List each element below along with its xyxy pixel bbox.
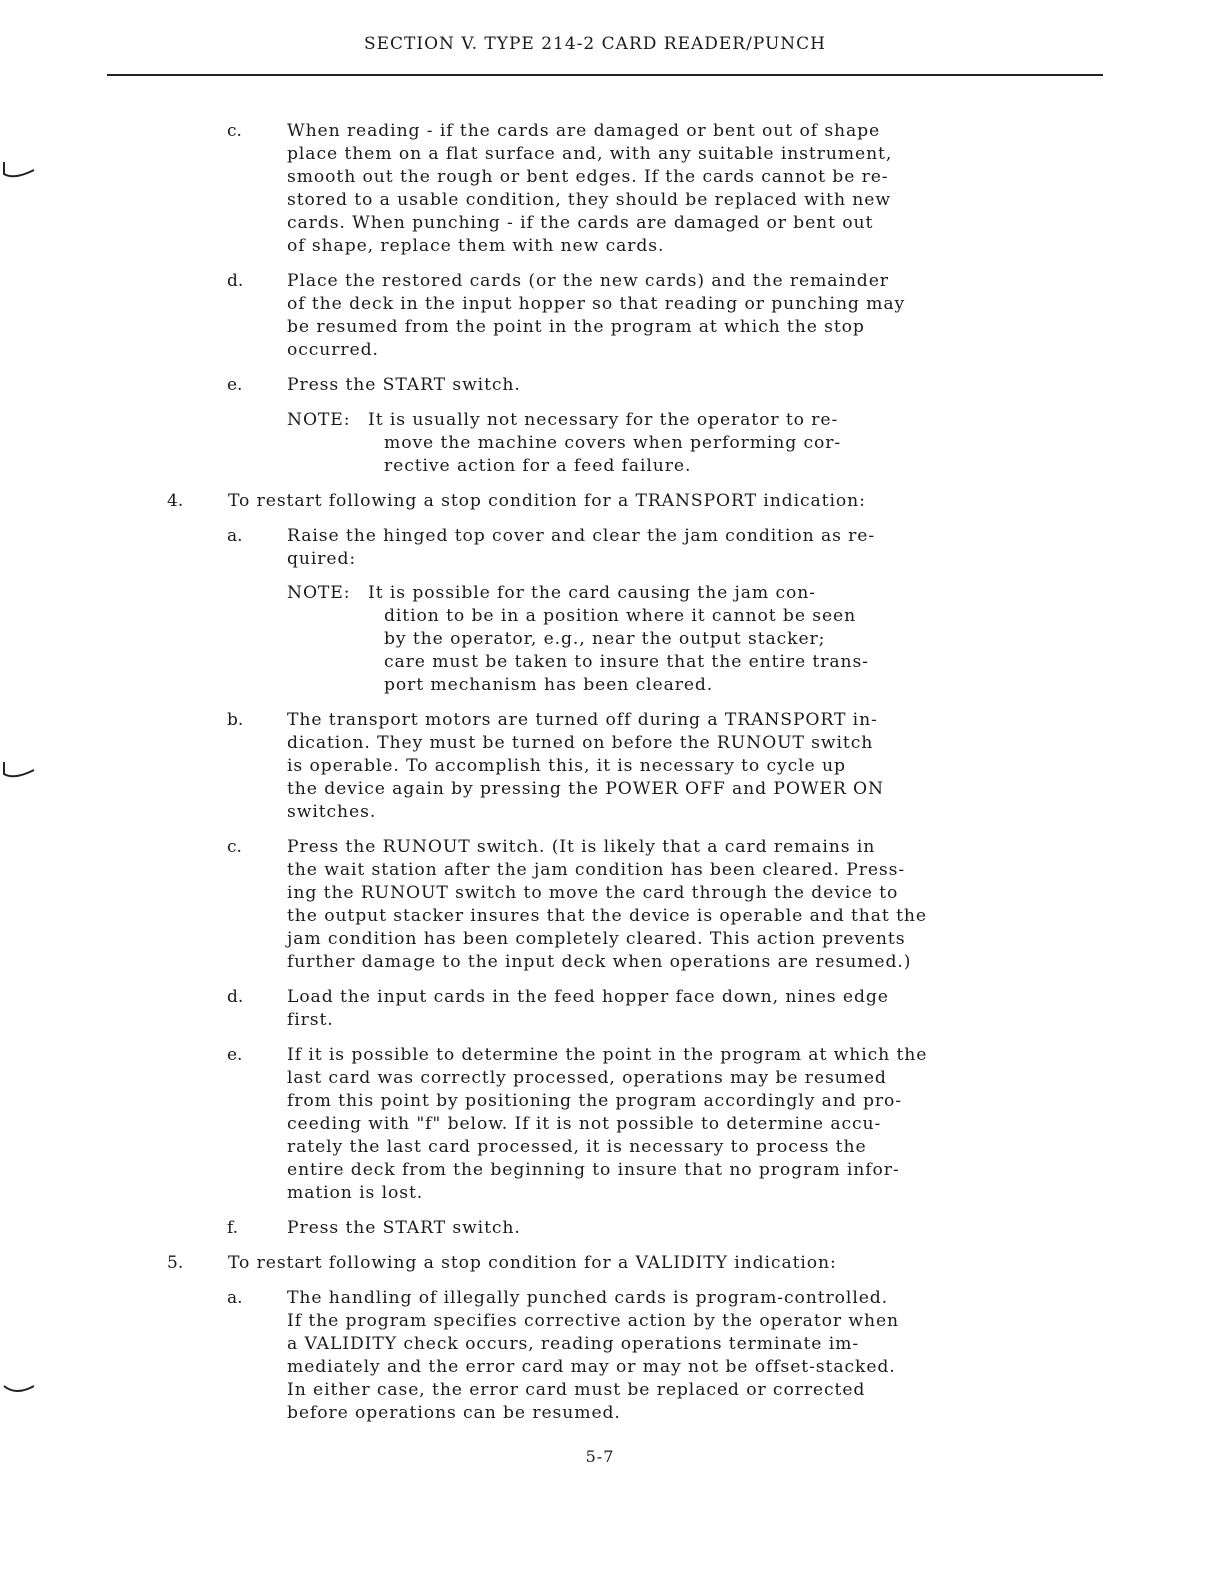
- item-text-line: The handling of illegally punched cards is program-controlled.: [287, 1288, 889, 1308]
- item-text-line: is operable. To accomplish this, it is necessary to cycle up: [287, 756, 846, 776]
- item-text-line: Load the input cards in the feed hopper face down, nines edge: [287, 987, 889, 1007]
- note-text-line: rective action for a feed failure.: [384, 456, 692, 476]
- note-text-line: by the operator, e.g., near the output stacker;: [384, 629, 826, 649]
- item-marker: f.: [227, 1218, 239, 1238]
- section-number: 4.: [167, 491, 184, 511]
- item-marker: e.: [227, 1045, 243, 1065]
- binding-mark-icon: [0, 760, 36, 782]
- item-text-line: Press the START switch.: [287, 375, 521, 395]
- item-text-line: Press the START switch.: [287, 1218, 521, 1238]
- note-text-line: dition to be in a position where it cannot be seen: [384, 606, 857, 626]
- item-text-line: entire deck from the beginning to insure that no program infor-: [287, 1160, 900, 1180]
- item-text-line: further damage to the input deck when operations are resumed.): [287, 952, 912, 972]
- item-text-line: ceeding with "f" below. If it is not possible to determine accu-: [287, 1114, 882, 1134]
- item-marker: b.: [227, 710, 244, 730]
- item-text-line: rately the last card processed, it is necessary to process the: [287, 1137, 867, 1157]
- item-text-line: stored to a usable condition, they should be replaced with new: [287, 190, 891, 210]
- section-heading: To restart following a stop condition for a VALIDITY indication:: [228, 1253, 837, 1273]
- item-text-line: mation is lost.: [287, 1183, 424, 1203]
- item-text-line: the wait station after the jam condition has been cleared. Press-: [287, 860, 906, 880]
- item-text-line: from this point by positioning the program accordingly and pro-: [287, 1091, 902, 1111]
- note-text-line: port mechanism has been cleared.: [384, 675, 714, 695]
- item-marker: c.: [227, 121, 242, 141]
- note-label: NOTE:: [287, 410, 351, 430]
- item-marker: e.: [227, 375, 243, 395]
- item-text-line: first.: [287, 1010, 334, 1030]
- note-text-line: It is usually not necessary for the operator to re-: [368, 410, 839, 430]
- item-text-line: ing the RUNOUT switch to move the card through the device to: [287, 883, 899, 903]
- page-header: SECTION V. TYPE 214-2 CARD READER/PUNCH: [363, 34, 827, 54]
- item-text-line: a VALIDITY check occurs, reading operations terminate im-: [287, 1334, 860, 1354]
- item-text-line: mediately and the error card may or may not be offset-stacked.: [287, 1357, 896, 1377]
- binding-mark-icon: [0, 160, 36, 182]
- section-heading: To restart following a stop condition for a TRANSPORT indication:: [228, 491, 866, 511]
- item-text-line: If it is possible to determine the point in the program at which the: [287, 1045, 928, 1065]
- page-number: 5-7: [585, 1447, 615, 1466]
- item-text-line: Press the RUNOUT switch. (It is likely that a card remains in: [287, 837, 876, 857]
- item-text-line: When reading - if the cards are damaged or bent out of shape: [287, 121, 881, 141]
- item-marker: d.: [227, 987, 244, 1007]
- item-text-line: the device again by pressing the POWER OFF and POWER ON: [287, 779, 884, 799]
- item-text-line: the output stacker insures that the device is operable and that the: [287, 906, 927, 926]
- item-marker: d.: [227, 271, 244, 291]
- item-marker: c.: [227, 837, 242, 857]
- item-text-line: occurred.: [287, 340, 379, 360]
- item-text-line: Place the restored cards (or the new cards) and the remainder: [287, 271, 889, 291]
- item-marker: a.: [227, 526, 243, 546]
- item-text-line: If the program specifies corrective action by the operator when: [287, 1311, 899, 1331]
- item-text-line: The transport motors are turned off during a TRANSPORT in-: [287, 710, 878, 730]
- binding-mark-icon: [0, 1378, 36, 1400]
- item-text-line: of the deck in the input hopper so that reading or punching may: [287, 294, 906, 314]
- section-number: 5.: [167, 1253, 184, 1273]
- item-text-line: last card was correctly processed, operations may be resumed: [287, 1068, 887, 1088]
- item-text-line: of shape, replace them with new cards.: [287, 236, 665, 256]
- item-text-line: jam condition has been completely cleared. This action prevents: [287, 929, 906, 949]
- note-text-line: care must be taken to insure that the entire trans-: [384, 652, 869, 672]
- note-label: NOTE:: [287, 583, 351, 603]
- item-text-line: before operations can be resumed.: [287, 1403, 621, 1423]
- item-text-line: In either case, the error card must be replaced or corrected: [287, 1380, 866, 1400]
- item-text-line: cards. When punching - if the cards are damaged or bent out: [287, 213, 874, 233]
- item-text-line: Raise the hinged top cover and clear the jam condition as re-: [287, 526, 876, 546]
- item-text-line: smooth out the rough or bent edges. If the cards cannot be re-: [287, 167, 889, 187]
- item-marker: a.: [227, 1288, 243, 1308]
- note-text-line: move the machine covers when performing cor-: [384, 433, 842, 453]
- item-text-line: be resumed from the point in the program at which the stop: [287, 317, 865, 337]
- item-text-line: place them on a flat surface and, with any suitable instrument,: [287, 144, 893, 164]
- item-text-line: quired:: [287, 549, 357, 569]
- note-text-line: It is possible for the card causing the jam con-: [368, 583, 816, 603]
- header-rule: [107, 74, 1103, 76]
- item-text-line: dication. They must be turned on before the RUNOUT switch: [287, 733, 874, 753]
- item-text-line: switches.: [287, 802, 377, 822]
